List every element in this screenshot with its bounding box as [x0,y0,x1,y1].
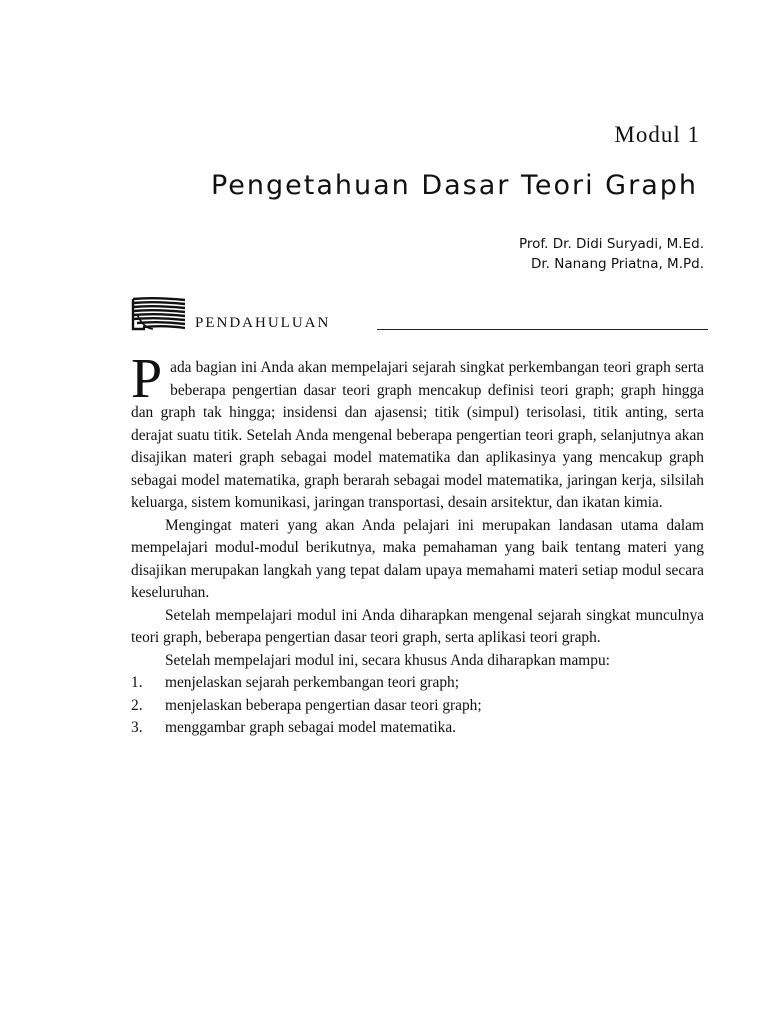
section-divider [377,329,708,330]
intro-text: ada bagian ini Anda akan mempelajari sejarah singkat perkembangan teori graph serta beberapa pengertian dasar teori graph mencakup definisi teori graph; graph hingga dan graph tak hingga; insidensi dan ajasensi; titik (simpul) terisolasi, titik anting, serta derajat suatu titik. Setelah Anda mengenal beberapa pengertian teori graph, selanjutnya akan disajikan materi graph sebagai model matematika dan aplikasinya yang mencakup graph sebagai model matematika, graph berarah sebagai model matematika, jaringan kerja, silsilah keluarga, sistem komunikasi, jaringan transportasi, desain arsitektur, dan ikatan kimia. [131,359,704,511]
book-pages-icon [131,296,187,332]
list-item-text: menggambar graph sebagai model matematika. [165,719,457,736]
paragraph: Setelah mempelajari modul ini, secara khusus Anda diharapkan mampu: [165,651,610,669]
drop-cap: P [131,348,163,410]
list-item [131,717,704,740]
list-number: 1. [131,674,143,691]
paragraph: Setelah mempelajari modul ini Anda diharapkan mengenal sejarah singkat munculnya teori graph, beberapa pengertian dasar teori graph, serta aplikasi teori graph. [131,606,704,646]
page-title: Pengetahuan Dasar Teori Graph [210,170,698,201]
module-number: Modul 1 [614,122,700,147]
list-item [131,672,704,695]
author-name: Dr. Nanang Priatna, M.Pd. [530,256,704,272]
paragraph: Mengingat materi yang akan Anda pelajari ini merupakan landasan utama dalam mempelajari modul-modul berikutnya, maka pemahaman yang baik tentang materi yang disajikan merupakan langkah yang tepat dalam upaya memahami materi setiap modul secara keseluruhan. [131,516,704,601]
list-item-text: menjelaskan sejarah perkembangan teori graph; [165,674,460,691]
list-number: 2. [131,696,143,714]
author-name: Prof. Dr. Didi Suryadi, M.Ed. [519,236,704,252]
objectives-list [131,672,704,740]
list-number: 3. [131,719,143,736]
body-text [131,348,704,740]
section-header [131,296,708,336]
list-item-text: menjelaskan beberapa pengertian dasar teori graph; [165,696,482,714]
list-item [131,695,704,718]
authors [519,234,704,274]
intro-paragraph [131,348,704,515]
section-title: PENDAHULUAN [195,315,331,331]
